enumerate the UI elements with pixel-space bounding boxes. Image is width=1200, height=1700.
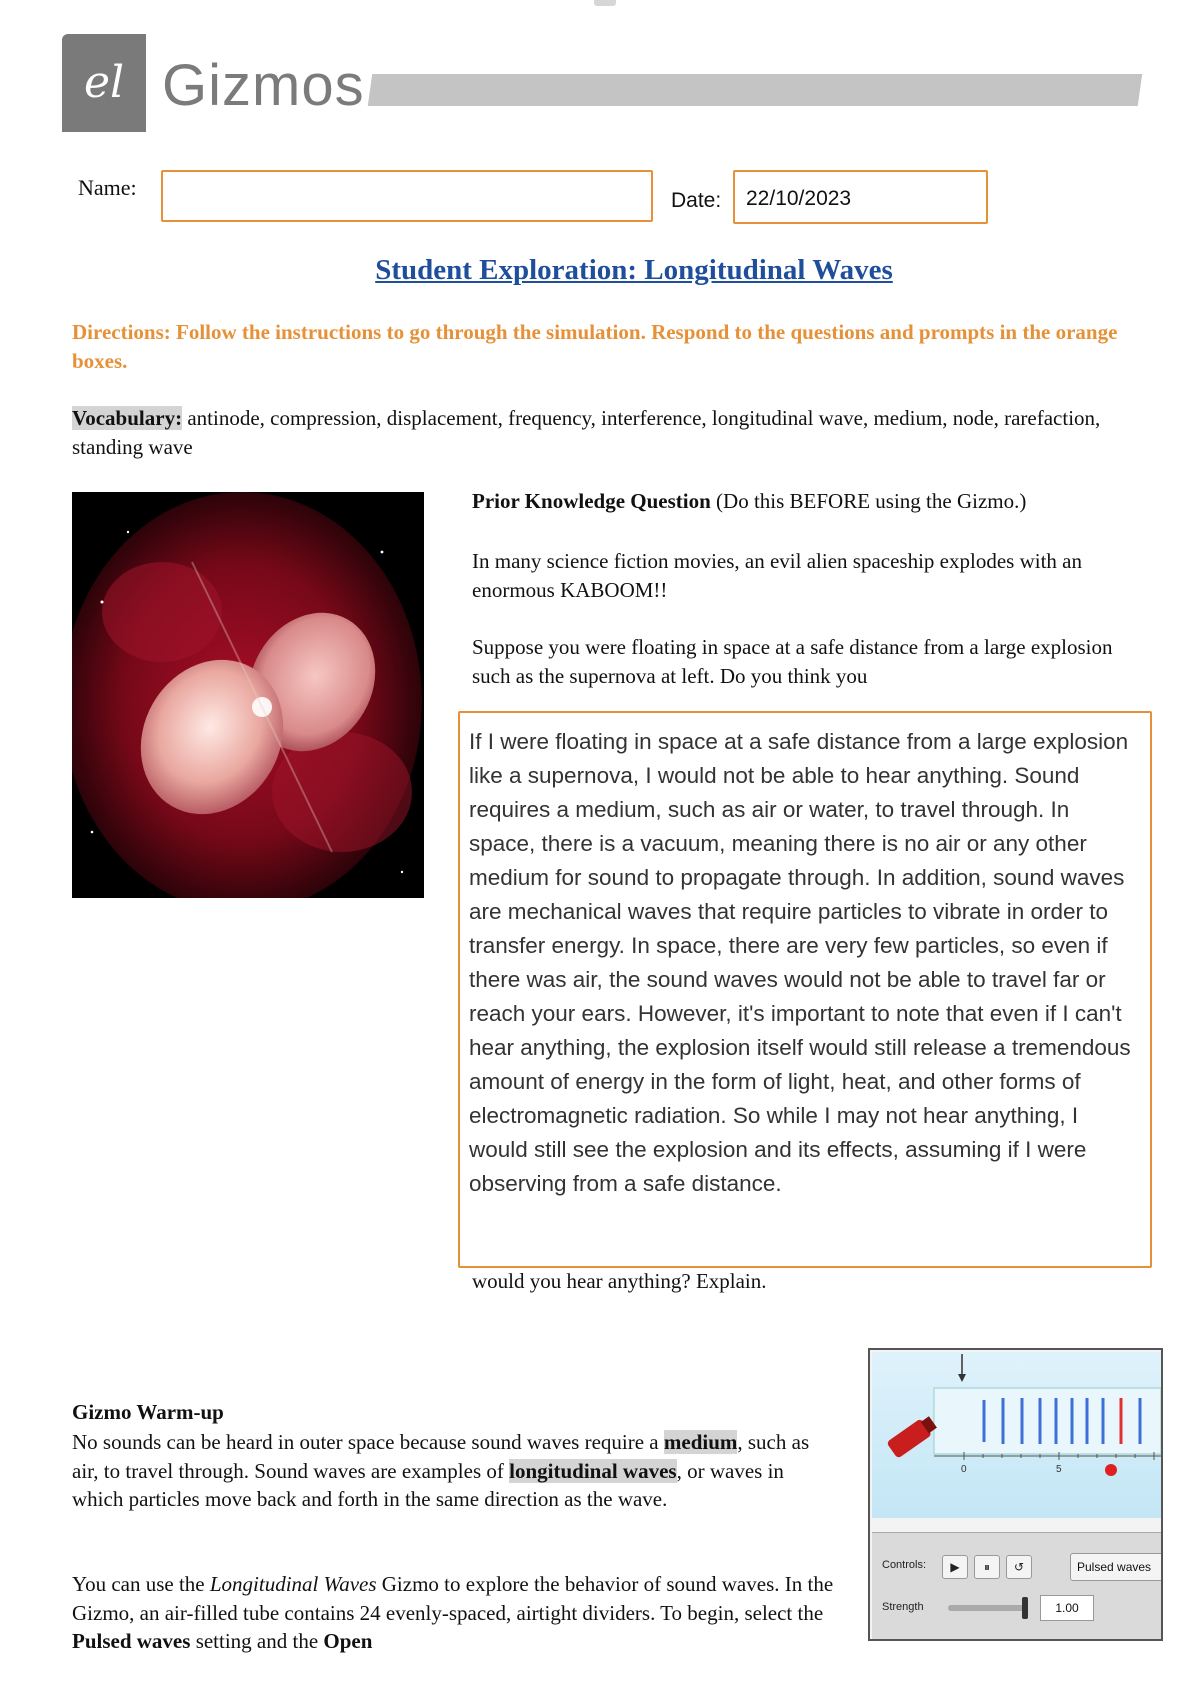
- term-longitudinal-waves: longitudinal waves: [509, 1458, 677, 1483]
- prior-knowledge-heading: [472, 489, 1172, 514]
- wave-mode-select[interactable]: Pulsed waves: [1070, 1553, 1163, 1581]
- play-icon[interactable]: ▶: [942, 1555, 968, 1579]
- marker-dot: [1105, 1464, 1117, 1476]
- warmup-paragraph-1: [72, 1428, 812, 1514]
- gizmo-screenshot: [868, 1348, 1163, 1641]
- logo-mark: el: [83, 57, 125, 108]
- strength-value[interactable]: 1.00: [1040, 1595, 1094, 1621]
- name-field[interactable]: [161, 170, 653, 222]
- prior-knowledge-note: (Do this BEFORE using the Gizmo.): [710, 489, 1027, 513]
- strength-slider-track[interactable]: [948, 1605, 1028, 1611]
- name-label: Name:: [78, 175, 137, 200]
- brand-name: Gizmos: [162, 53, 365, 118]
- warmup-paragraph-2: [72, 1570, 842, 1656]
- vocabulary-terms: antinode, compression, displacement, frequency, interference, longitudinal wave, medium, node, rarefaction, standing wave: [72, 406, 1101, 459]
- warmup-text: Gizmo to explore the behavior of sound waves. In the Gizmo, an air-filled tube contains 24 evenly-spaced, airtight dividers. To begin, select the: [72, 1572, 834, 1625]
- term-pulsed-waves: Pulsed waves: [72, 1629, 191, 1653]
- tick-label-5: 5: [1056, 1464, 1062, 1475]
- warmup-text: , such as air, to travel through. Sound waves are examples of: [72, 1430, 810, 1483]
- header-bar: [368, 74, 1142, 106]
- prior-knowledge-paragraph-2: Suppose you were floating in space at a safe distance from a large explosion such as the supernova at left. Do you think you: [472, 635, 1113, 688]
- supernova-image: [72, 492, 424, 898]
- strength-label: Strength: [882, 1601, 924, 1613]
- prior-knowledge-answer-box[interactable]: If I were floating in space at a safe distance from a large explosion like a supernova, I would not be able to hear anything. Sound requires a medium, such as air or water, to travel through. In space, there is a vacuum, meaning there is no air or any other medium for sound to propagate through. In addition, sound waves are mechanical waves that require particles to vibrate in order to transfer energy. In space, there are very few particles, so even if there was air, the sound waves would not be able to travel far or reach your ears. However, it's important to note that even if I can't hear anything, the explosion itself would still release a tremendous amount of energy in the form of light, heat, and other forms of electromagnetic radiation. So while I may not hear anything, I would still see the explosion and its effects, assuming if I were observing from a safe distance.: [458, 711, 1152, 1268]
- prior-knowledge-paragraph-1: In many science fiction movies, an evil alien spaceship explodes with an enormous KABOOM!!: [472, 549, 1082, 602]
- term-medium: medium: [663, 1430, 738, 1454]
- tick-label-0: 0: [961, 1464, 967, 1475]
- vocabulary-label: Vocabulary:: [72, 406, 183, 430]
- date-label: Date:: [671, 189, 722, 212]
- prior-knowledge-question-tail: would you hear anything? Explain.: [472, 1269, 767, 1293]
- warmup-text: You can use the: [72, 1572, 210, 1596]
- pause-icon[interactable]: ⏸: [974, 1555, 1000, 1579]
- warmup-text: No sounds can be heard in outer space because sound waves require a: [72, 1430, 664, 1454]
- explorelearning-logo: [62, 34, 146, 132]
- warmup-text: setting and the: [190, 1629, 324, 1653]
- prior-knowledge-title: Prior Knowledge Question: [472, 489, 711, 513]
- gizmo-controls-panel: [872, 1532, 1161, 1640]
- directions-text: Directions: Follow the instructions to go through the simulation. Respond to the questions and prompts in the orange boxes.: [72, 320, 1118, 373]
- vocabulary: [72, 404, 1142, 462]
- controls-label: Controls:: [882, 1559, 927, 1571]
- scroll-indicator[interactable]: [594, 0, 616, 6]
- term-open: Open: [323, 1629, 373, 1653]
- reset-icon[interactable]: ↺: [1006, 1555, 1032, 1579]
- gizmo-tube-scene: [872, 1352, 1161, 1518]
- gizmo-name: Longitudinal Waves: [209, 1572, 377, 1596]
- strength-slider-thumb[interactable]: [1022, 1597, 1028, 1619]
- page-title: Student Exploration: Longitudinal Waves: [375, 254, 893, 286]
- speaker-icon: [886, 1414, 938, 1459]
- warmup-text: , or waves in which particles move back and forth in the same direction as the wave.: [72, 1458, 784, 1511]
- date-field[interactable]: 22/10/2023: [733, 170, 988, 224]
- warmup-heading: Gizmo Warm-up: [72, 1400, 224, 1424]
